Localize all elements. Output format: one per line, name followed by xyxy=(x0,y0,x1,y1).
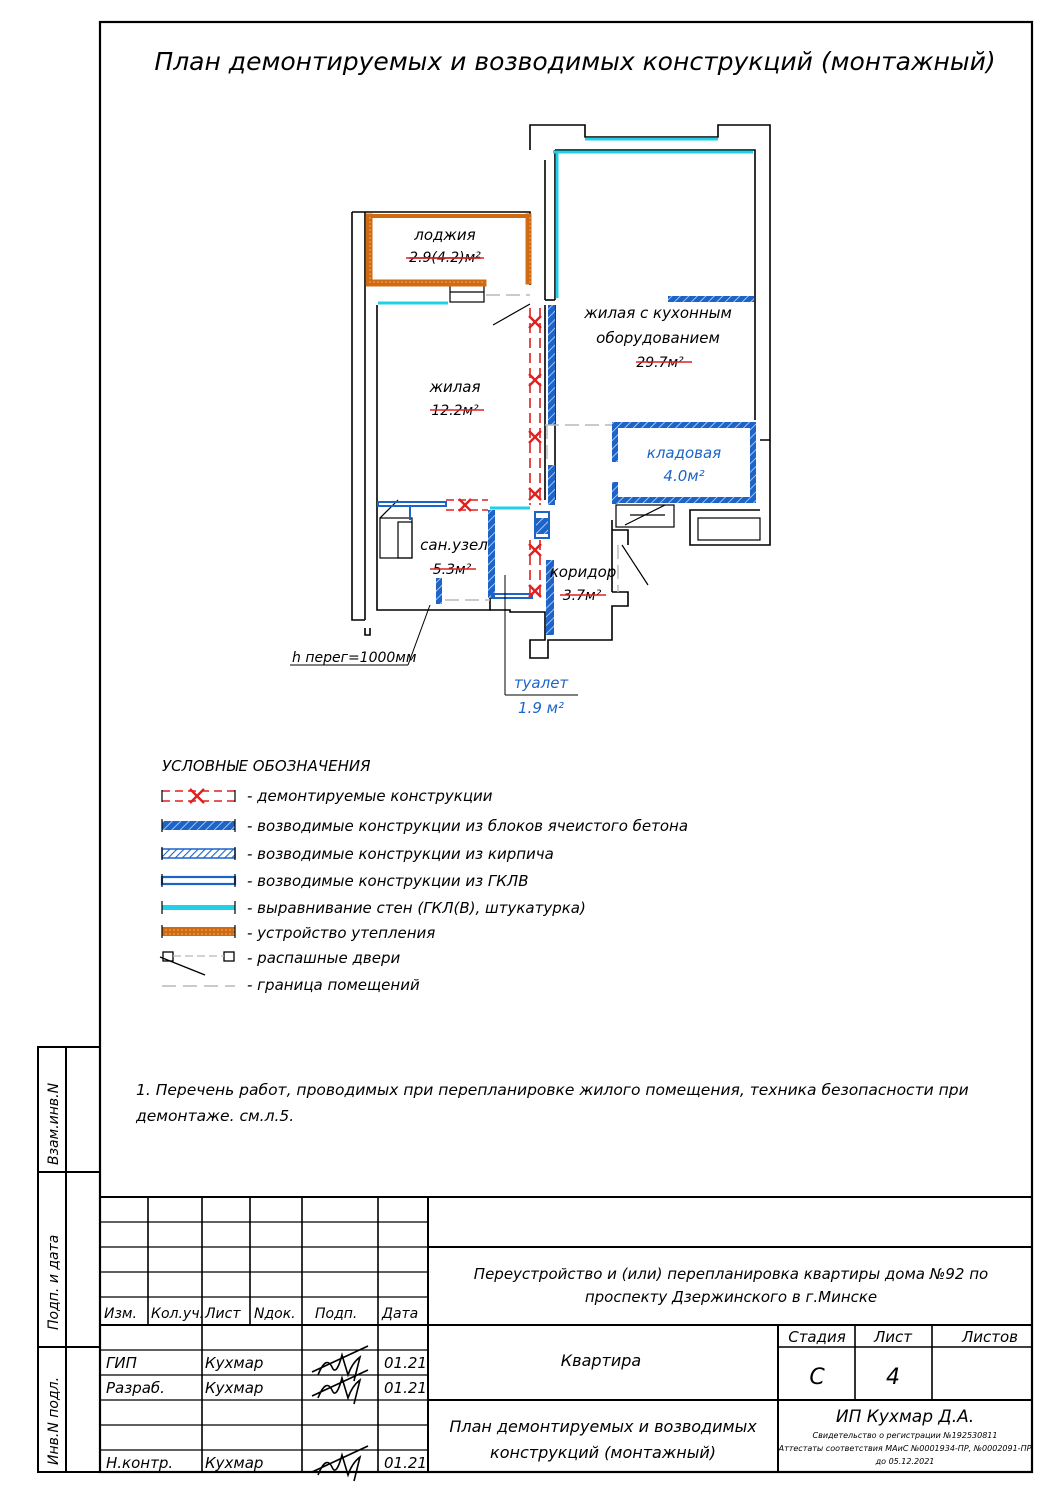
room-loggia-name: лоджия xyxy=(414,226,476,244)
tb-stage-header: Стадия xyxy=(788,1328,846,1346)
tb-company-line-2: Аттестаты соответствия МАиС №0001934-ПР, №0002091-ПР xyxy=(778,1444,1032,1453)
legend-symbol-demolish xyxy=(162,789,235,803)
demolition-marks xyxy=(459,316,541,597)
tb-project-line-2: проспекту Дзержинского в г.Минске xyxy=(584,1288,878,1306)
tb-name-nkontr: Кухмар xyxy=(205,1454,264,1472)
room-toilet-area: 1.9 м² xyxy=(518,699,564,717)
side-stamp-vzam: Взам.инв.N xyxy=(46,1082,62,1165)
tb-sheets-header: Листов xyxy=(961,1328,1019,1346)
legend-label-insulation: - устройство утепления xyxy=(247,924,436,942)
legend-label-door: - распашные двери xyxy=(247,949,401,967)
sheet-frame xyxy=(100,22,1032,1472)
tb-company-name: ИП Кухмар Д.А. xyxy=(835,1407,975,1427)
tb-header-ndok: Nдок. xyxy=(254,1306,296,1322)
room-bathroom-name: сан.узел xyxy=(420,536,488,554)
note-line-1: 1. Перечень работ, проводимых при перепланировке жилого помещения, техника безопасности при xyxy=(136,1081,969,1099)
tb-company-line-1: Свидетельство о регистрации №192530811 xyxy=(812,1431,998,1440)
signature-gip xyxy=(312,1346,368,1381)
legend-label-boundary: - граница помещений xyxy=(247,976,420,994)
tb-project-line-1: Переустройство и (или) перепланировка квартиры дома №92 по xyxy=(473,1265,989,1283)
legend-label-gklv: - возводимые конструкции из ГКЛВ xyxy=(247,872,529,890)
partition-height-label: h перег=1000мм xyxy=(292,650,417,666)
room-loggia-area: 2.9(4.2)м² xyxy=(409,250,481,266)
side-stamp-podp: Подп. и дата xyxy=(46,1234,62,1330)
room-toilet-name: туалет xyxy=(513,674,569,692)
tb-date-razrab: 01.21 xyxy=(384,1379,427,1397)
tb-sheet-title-line-2: конструкций (монтажный) xyxy=(490,1443,716,1462)
legend-label-aerated-block: - возводимые конструкции из блоков ячеистого бетона xyxy=(247,817,689,835)
tb-header-podp: Подп. xyxy=(315,1306,358,1322)
room-bathroom-area: 5.3м² xyxy=(432,562,472,578)
tb-header-list: Лист xyxy=(205,1306,241,1322)
legend-symbol-brick xyxy=(162,847,235,860)
room-corridor-area: 3.7м² xyxy=(562,588,602,604)
tb-role-razrab: Разраб. xyxy=(106,1379,165,1397)
room-corridor-name: коридор xyxy=(549,563,617,581)
room-kitchen-name-2: оборудованием xyxy=(596,329,720,347)
legend-symbol-gklv xyxy=(162,874,235,887)
legend-label-brick: - возводимые конструкции из кирпича xyxy=(247,845,554,863)
tb-object: Квартира xyxy=(560,1351,642,1370)
room-kitchen-name-1: жилая с кухонным xyxy=(584,304,732,322)
legend-symbol-insulation xyxy=(162,925,235,938)
legend xyxy=(160,757,688,994)
tb-date-gip: 01.21 xyxy=(384,1354,427,1372)
tb-name-gip: Кухмар xyxy=(205,1354,264,1372)
legend-title: УСЛОВНЫЕ ОБОЗНАЧЕНИЯ xyxy=(162,757,371,775)
legend-symbol-leveling xyxy=(162,901,235,914)
tb-header-data: Дата xyxy=(382,1306,419,1322)
tb-header-kol: Кол.уч. xyxy=(151,1306,204,1322)
drawing-title: План демонтируемых и возводимых конструкций (монтажный) xyxy=(154,47,996,76)
signature-nkontr xyxy=(312,1446,368,1481)
tb-stage-value: С xyxy=(809,1365,825,1390)
tb-date-nkontr: 01.21 xyxy=(384,1454,427,1472)
tb-sheet-title-line-1: План демонтируемых и возводимых xyxy=(449,1417,757,1436)
tb-header-izm: Изм. xyxy=(104,1306,137,1322)
tb-sheet-header: Лист xyxy=(873,1328,913,1346)
tb-company-line-3: до 05.12.2021 xyxy=(875,1457,935,1466)
floor-plan xyxy=(290,125,770,717)
tb-role-gip: ГИП xyxy=(106,1354,137,1372)
room-living-name: жилая xyxy=(429,378,481,396)
room-storage-area: 4.0м² xyxy=(663,467,705,485)
room-kitchen-area: 29.7м² xyxy=(636,355,684,371)
note-line-2: демонтаже. см.л.5. xyxy=(136,1107,295,1125)
room-living-area: 12.2м² xyxy=(431,403,479,419)
legend-symbol-aerated-block xyxy=(162,819,235,832)
legend-label-leveling: - выравнивание стен (ГКЛ(В), штукатурка) xyxy=(247,899,586,917)
tb-role-nkontr: Н.контр. xyxy=(106,1454,174,1472)
legend-symbol-door xyxy=(160,952,234,975)
tb-sheet-value: 4 xyxy=(886,1365,900,1390)
tb-name-razrab: Кухмар xyxy=(205,1379,264,1397)
room-storage-name: кладовая xyxy=(646,444,722,462)
legend-label-demolish: - демонтируемые конструкции xyxy=(247,787,493,805)
side-stamp-inv: Инв.N подл. xyxy=(46,1376,62,1465)
